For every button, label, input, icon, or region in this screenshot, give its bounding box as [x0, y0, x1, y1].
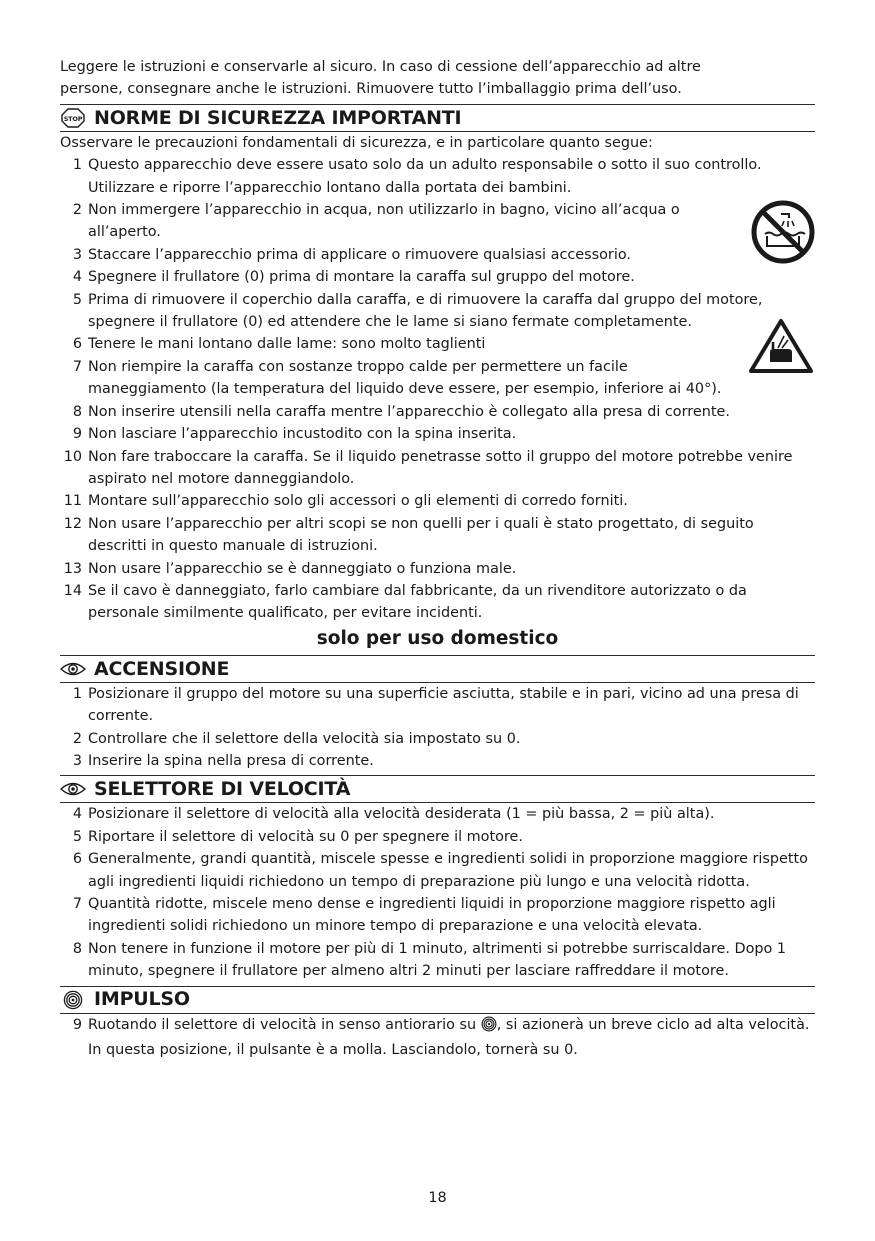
list-item [60, 558, 815, 580]
item-text: Non immergere l’apparecchio in acqua, non utilizzarlo in bagno, vicino all’acqua o all’aperto. [88, 202, 680, 241]
stop-icon [60, 107, 86, 129]
item-number: 2 [72, 202, 82, 219]
svg-text:STOP: STOP [63, 114, 83, 123]
accensione-list [60, 683, 815, 773]
item-text [82, 1014, 815, 1062]
item-text: Tenere le mani lontano dalle lame: sono molto taglienti [88, 336, 486, 353]
pulse-spiral-icon [60, 989, 86, 1011]
list-item [60, 423, 815, 445]
intro-line-2: persone, consegnare anche le istruzioni. Rimuovere tutto l’imballaggio prima dell’uso. [60, 81, 682, 98]
item-number: 11 [63, 493, 82, 510]
selettore-list [60, 803, 815, 982]
eye-icon [60, 658, 86, 680]
item-number: 7 [72, 358, 82, 375]
blade-hazard-icon [748, 318, 814, 378]
item-text: Posizionare il selettore di velocità alla velocità desiderata (1 = più bassa, 2 = più alta). [88, 806, 715, 823]
item-number: 3 [72, 246, 82, 263]
impulso-heading-text: IMPULSO [94, 988, 190, 1011]
item-number: 9 [72, 1016, 82, 1033]
list-item [60, 893, 815, 938]
item-number: 6 [72, 336, 82, 353]
list-item [60, 848, 815, 893]
safety-lead: Osservare le precauzioni fondamentali di sicurezza, e in particolare quanto segue: [60, 134, 653, 151]
list-item [60, 1014, 815, 1062]
item-text: Non usare l’apparecchio se è danneggiato o funziona male. [88, 560, 517, 577]
item-text: Controllare che il selettore della velocità sia impostato su 0. [88, 730, 521, 747]
list-item [60, 401, 815, 423]
item-number: 3 [72, 752, 82, 769]
item-number: 1 [72, 157, 82, 174]
impulso-text-before: Ruotando il selettore di velocità in senso antiorario su [88, 1016, 481, 1033]
item-number: 4 [72, 269, 82, 286]
list-item [60, 289, 815, 334]
item-number: 1 [72, 685, 82, 702]
domestic-use-note: solo per uso domestico [316, 627, 559, 649]
item-number: 9 [72, 426, 82, 443]
page-number: 18 [428, 1190, 447, 1206]
safety-heading [60, 104, 815, 132]
item-text: Non usare l’apparecchio per altri scopi se non quelli per i quali è stato progettato, di seguito descritti in questo manuale di istruzioni. [88, 515, 754, 555]
item-text: Se il cavo è danneggiato, farlo cambiare dal fabbricante, da un rivenditore autorizzato o da personale similmente qualificato, per evitare incidenti. [88, 582, 747, 622]
selettore-heading-text: SELETTORE DI VELOCITÀ [94, 778, 351, 801]
item-number: 10 [63, 448, 82, 465]
safety-heading-text: NORME DI SICUREZZA IMPORTANTI [94, 106, 462, 129]
impulso-list [60, 1014, 815, 1062]
eye-icon [60, 778, 86, 800]
item-text: Non riempire la caraffa con sostanze troppo calde per permettere un facile maneggiamento (la temperatura del liquido deve essere, per esempio, inferiore ai 40°). [88, 358, 722, 398]
item-text: Non inserire utensili nella caraffa mentre l’apparecchio è collegato alla presa di corrente. [88, 403, 730, 420]
intro-paragraph [60, 56, 815, 101]
item-number: 5 [72, 828, 82, 845]
intro-line-1: Leggere le istruzioni e conservarle al sicuro. In caso di cessione dell’apparecchio ad altre [60, 59, 701, 75]
list-item [60, 803, 815, 825]
item-number: 5 [72, 291, 82, 308]
safety-list [60, 154, 815, 625]
impulso-heading [60, 986, 815, 1014]
item-number: 8 [72, 403, 82, 420]
list-item [60, 356, 815, 401]
list-item [60, 938, 815, 983]
item-number: 2 [72, 730, 82, 747]
item-number: 13 [63, 560, 82, 577]
item-number: 6 [72, 851, 82, 868]
item-text: Generalmente, grandi quantità, miscele spesse e ingredienti solidi in proporzione maggiore rispetto agli ingredienti liquidi richiedono un tempo di preparazione più lungo e una velocità ridotta. [88, 851, 808, 890]
item-number: 8 [72, 940, 82, 957]
impulso-text-after: , si azionerà un breve ciclo ad alta velocità. In questa posizione, il pulsante è a molla. Lasciandolo, tornerà su 0. [88, 1016, 810, 1059]
list-item [60, 446, 815, 491]
item-text: Non tenere in funzione il motore per più di 1 minuto, altrimenti si potrebbe surriscaldare. Dopo 1 minuto, spegnere il frullatore per almeno altri 2 minuti per lasciare raffreddare il motore. [88, 940, 787, 980]
item-text: Inserire la spina nella presa di corrente. [88, 752, 374, 769]
no-water-hazard-icon [751, 200, 815, 268]
accensione-heading-text: ACCENSIONE [94, 657, 230, 680]
list-item [60, 513, 815, 558]
item-text: Staccare l’apparecchio prima di applicare o rimuovere qualsiasi accessorio. [88, 246, 631, 263]
list-item [60, 244, 815, 266]
item-text: Riportare il selettore di velocità su 0 per spegnere il motore. [88, 828, 523, 845]
item-text: Questo apparecchio deve essere usato solo da un adulto responsabile o sotto il suo controllo. Utilizzare e riporre l’apparecchio lontano dalla portata dei bambini. [88, 157, 762, 196]
item-text: Spegnere il frullatore (0) prima di montare la caraffa sul gruppo del motore. [88, 269, 635, 286]
list-item [60, 266, 815, 288]
item-number: 7 [72, 896, 82, 912]
item-number: 12 [63, 515, 82, 532]
list-item [60, 750, 815, 772]
item-text: Quantità ridotte, miscele meno dense e ingredienti liquidi in proporzione maggiore rispetto agli ingredienti solidi richiedono un minore tempo di preparazione e una velocità elevata. [88, 896, 776, 935]
selettore-heading [60, 775, 815, 803]
list-item [60, 826, 815, 848]
list-item [60, 154, 815, 199]
item-text: Posizionare il gruppo del motore su una superficie asciutta, stabile e in pari, vicino ad una presa di corrente. [88, 685, 799, 725]
pulse-spiral-icon [481, 1016, 497, 1039]
list-item [60, 728, 815, 750]
item-text: Montare sull’apparecchio solo gli accessori o gli elementi di corredo forniti. [88, 493, 628, 510]
list-item [60, 580, 815, 625]
item-number: 14 [63, 582, 82, 599]
list-item [60, 490, 815, 512]
item-text: Non fare traboccare la caraffa. Se il liquido penetrasse sotto il gruppo del motore potrebbe venire aspirato nel motore danneggiandolo. [88, 448, 793, 487]
list-item [60, 683, 815, 728]
list-item [60, 199, 815, 244]
page-content [60, 56, 815, 1061]
item-text: Non lasciare l’apparecchio incustodito con la spina inserita. [88, 426, 517, 443]
list-item [60, 333, 815, 355]
accensione-heading [60, 655, 815, 683]
item-number: 4 [72, 806, 82, 823]
item-text: Prima di rimuovere il coperchio dalla caraffa, e di rimuovere la caraffa dal gruppo del motore, spegnere il frullatore (0) ed attendere che le lame si siano fermate completamente. [88, 291, 763, 331]
